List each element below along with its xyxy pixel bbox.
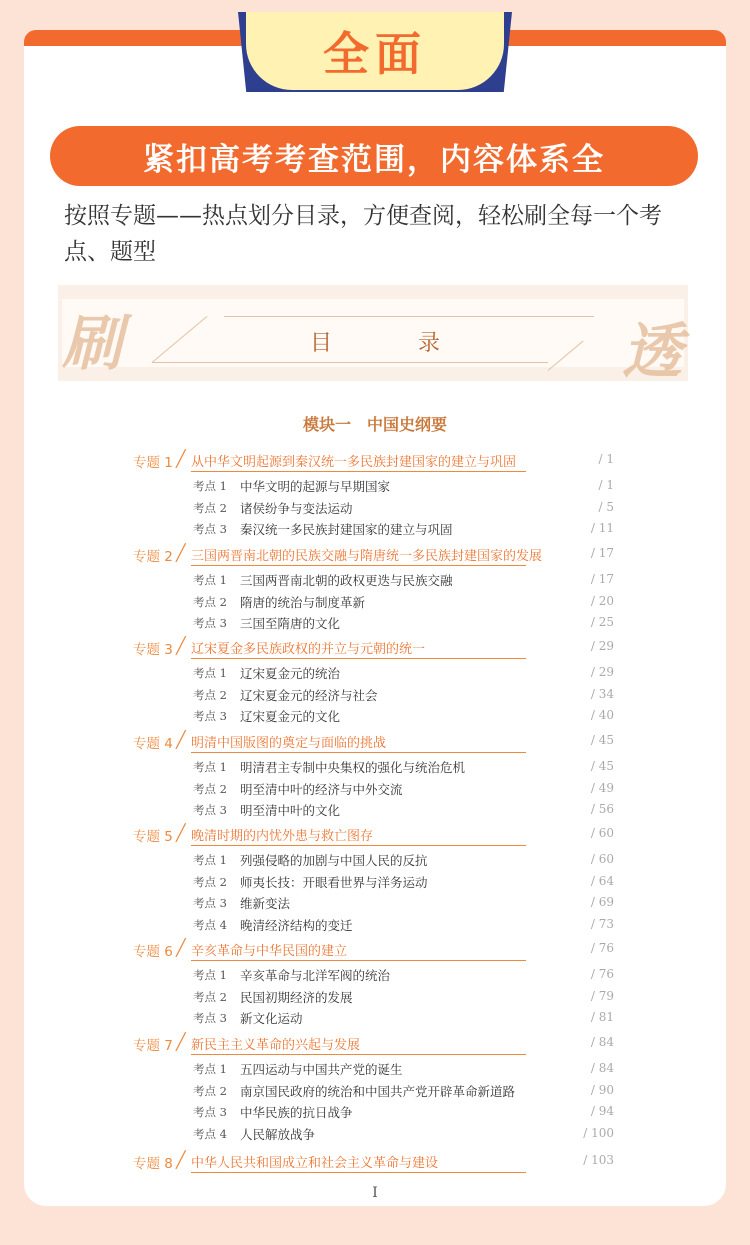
toc-topic-row[interactable] — [0, 940, 750, 962]
toc-point-row[interactable] — [0, 1125, 750, 1147]
point-title: 明至清中叶的经济与中外交流 — [240, 781, 403, 797]
point-label: 考点 3 — [193, 522, 227, 537]
point-label: 考点 3 — [193, 1105, 227, 1120]
point-page: / 56 — [590, 802, 614, 817]
point-label: 考点 1 — [193, 479, 227, 493]
topic-page: / 84 — [590, 1035, 614, 1049]
point-page: / 79 — [590, 988, 614, 1003]
topic-slash-icon: ╱ — [176, 636, 186, 655]
topic-underline — [191, 1054, 526, 1055]
topic-underline — [191, 1172, 526, 1173]
badge — [246, 12, 504, 90]
toc-topic-row[interactable] — [0, 1034, 750, 1056]
point-title: 南京国民政府的统治和中国共产党开辟革命新道路 — [240, 1083, 516, 1099]
toc-point-row[interactable] — [0, 499, 750, 521]
point-page: / 90 — [590, 1082, 614, 1097]
topic-slash-icon: ╱ — [176, 1150, 186, 1169]
topic-label: 专题 7 — [133, 1038, 173, 1054]
point-label: 考点 2 — [193, 874, 227, 889]
toc-point-row[interactable] — [0, 1103, 750, 1125]
point-title: 三国两晋南北朝的政权更迭与民族交融 — [240, 573, 453, 588]
topic-slash-icon: ╱ — [176, 938, 186, 957]
point-page: / 17 — [590, 572, 614, 586]
point-title: 中华民族的抗日战争 — [240, 1105, 353, 1121]
toc-point-row[interactable] — [0, 614, 750, 636]
point-page: / 69 — [590, 895, 614, 910]
topic-slash-icon: ╱ — [176, 543, 186, 562]
point-page: / 29 — [590, 665, 614, 679]
topic-label: 专题 3 — [133, 642, 173, 658]
toc-point-row[interactable] — [0, 873, 750, 895]
point-page: / 49 — [590, 780, 614, 795]
point-title: 辛亥革命与北洋军阀的统治 — [240, 968, 391, 983]
point-label: 考点 1 — [193, 573, 227, 587]
point-title: 辽宋夏金元的文化 — [240, 709, 341, 725]
topic-title: 晚清时期的内忧外患与救亡图存 — [191, 829, 374, 844]
point-label: 考点 3 — [193, 1011, 227, 1026]
topic-page: / 103 — [583, 1153, 614, 1167]
point-title: 隋唐的统治与制度革新 — [240, 594, 366, 610]
toc-topic-row[interactable] — [0, 825, 750, 847]
point-title: 师夷长技：开眼看世界与洋务运动 — [240, 874, 428, 890]
topic-title: 三国两晋南北朝的民族交融与隋唐统一多民族封建国家的发展 — [191, 549, 543, 564]
topic-page: / 45 — [590, 733, 614, 747]
point-page: / 40 — [590, 708, 614, 723]
toc-point-row[interactable] — [0, 1009, 750, 1031]
point-label: 考点 4 — [193, 918, 227, 933]
topic-title: 从中华文明起源到秦汉统一多民族封建国家的建立与巩固 — [191, 455, 517, 470]
point-title: 新文化运动 — [240, 1011, 303, 1027]
point-page: / 84 — [590, 1061, 614, 1075]
deco-line-top — [224, 316, 594, 317]
point-title: 民国初期经济的发展 — [240, 989, 353, 1005]
toc-point-row[interactable] — [0, 477, 750, 499]
point-title: 明清君主专制中央集权的强化与统治危机 — [240, 760, 466, 775]
toc-topic-row[interactable] — [0, 451, 750, 473]
toc-topic-row[interactable] — [0, 1152, 750, 1174]
topic-title: 新民主主义革命的兴起与发展 — [191, 1038, 361, 1053]
topic-label: 专题 5 — [133, 829, 173, 845]
point-page: / 100 — [583, 1126, 614, 1141]
point-label: 考点 1 — [193, 760, 227, 774]
topic-title: 明清中国版图的奠定与面临的挑战 — [191, 736, 387, 751]
point-page: / 1 — [598, 478, 614, 492]
toc-point-row[interactable] — [0, 593, 750, 615]
topic-page: / 1 — [598, 452, 614, 466]
toc-point-row[interactable] — [0, 801, 750, 823]
point-title: 诸侯纷争与变法运动 — [240, 500, 353, 516]
topic-slash-icon: ╱ — [176, 823, 186, 842]
point-label: 考点 1 — [193, 1062, 227, 1076]
topic-slash-icon: ╱ — [176, 1032, 186, 1051]
topic-page: / 60 — [590, 826, 614, 840]
point-page: / 73 — [590, 917, 614, 932]
toc-point-row[interactable] — [0, 664, 750, 686]
toc-point-row[interactable] — [0, 916, 750, 938]
point-label: 考点 1 — [193, 853, 227, 867]
topic-title: 中华人民共和国成立和社会主义革命与建设 — [191, 1156, 439, 1171]
toc-point-row[interactable] — [0, 686, 750, 708]
topic-title: 辛亥革命与中华民国的建立 — [191, 944, 348, 959]
point-page: / 11 — [590, 521, 614, 536]
point-label: 考点 3 — [193, 803, 227, 818]
point-label: 考点 1 — [193, 968, 227, 982]
point-page: / 76 — [590, 967, 614, 981]
topic-slash-icon: ╱ — [176, 449, 186, 468]
toc-point-row[interactable] — [0, 1060, 750, 1082]
point-label: 考点 2 — [193, 687, 227, 702]
point-title: 明至清中叶的文化 — [240, 803, 341, 819]
topic-label: 专题 6 — [133, 944, 173, 960]
point-page: / 60 — [590, 852, 614, 866]
toc-point-row[interactable] — [0, 894, 750, 916]
headline-banner — [50, 126, 698, 186]
point-page: / 5 — [598, 499, 614, 514]
point-label: 考点 4 — [193, 1127, 227, 1142]
toc-point-row[interactable] — [0, 1082, 750, 1104]
toc-point-row[interactable] — [0, 520, 750, 542]
point-title: 辽宋夏金元的统治 — [240, 666, 341, 681]
topic-underline — [191, 960, 526, 961]
point-page: / 34 — [590, 686, 614, 701]
toc-point-row[interactable] — [0, 851, 750, 873]
point-title: 辽宋夏金元的经济与社会 — [240, 687, 378, 703]
point-page: / 81 — [590, 1010, 614, 1025]
topic-label: 专题 2 — [133, 549, 173, 565]
banner-text: 紧扣高考考查范围，内容体系全 — [143, 141, 605, 178]
topic-title: 辽宋夏金多民族政权的并立与元朝的统一 — [191, 642, 426, 657]
point-title: 三国至隋唐的文化 — [240, 616, 341, 632]
point-label: 考点 2 — [193, 1083, 227, 1098]
topic-underline — [191, 658, 526, 659]
topic-slash-icon: ╱ — [176, 730, 186, 749]
point-page: / 45 — [590, 759, 614, 773]
deco-line-bottom — [152, 362, 548, 363]
point-label: 考点 2 — [193, 594, 227, 609]
point-page: / 94 — [590, 1104, 614, 1119]
topic-underline — [191, 845, 526, 846]
point-page: / 64 — [590, 873, 614, 888]
topic-underline — [191, 565, 526, 566]
point-title: 五四运动与中国共产党的诞生 — [240, 1062, 403, 1077]
toc-title: 目 录 — [309, 331, 472, 356]
topic-label: 专题 1 — [133, 455, 173, 471]
point-title: 晚清经济结构的变迁 — [240, 918, 353, 934]
brush-deco-right: 透 — [622, 317, 682, 387]
point-page: / 20 — [590, 593, 614, 608]
point-title: 人民解放战争 — [240, 1127, 316, 1143]
topic-underline — [191, 471, 526, 472]
point-label: 考点 2 — [193, 989, 227, 1004]
topic-label: 专题 4 — [133, 736, 173, 752]
topic-page: / 17 — [590, 546, 614, 560]
point-title: 维新变法 — [240, 896, 291, 912]
brush-deco-left: 刷 — [62, 309, 122, 379]
description-text: 按照专题——热点划分目录，方便查阅，轻松刷全每一个考点、题型 — [64, 203, 662, 265]
toc-point-row[interactable] — [0, 780, 750, 802]
toc-point-row[interactable] — [0, 571, 750, 593]
point-label: 考点 3 — [193, 616, 227, 631]
badge-label: 全面 — [323, 27, 427, 81]
point-label: 考点 1 — [193, 666, 227, 680]
point-label: 考点 3 — [193, 709, 227, 724]
toc-topic-row[interactable] — [0, 732, 750, 754]
topic-underline — [191, 752, 526, 753]
module-title: 模块一 中国史纲要 — [302, 415, 447, 434]
page-number: I — [372, 1185, 378, 1201]
point-label: 考点 2 — [193, 500, 227, 515]
toc-point-row[interactable] — [0, 707, 750, 729]
toc-point-row[interactable] — [0, 966, 750, 988]
point-label: 考点 3 — [193, 896, 227, 911]
toc-topic-row[interactable] — [0, 545, 750, 567]
topic-page: / 29 — [590, 639, 614, 653]
point-title: 中华文明的起源与早期国家 — [240, 479, 391, 494]
point-label: 考点 2 — [193, 781, 227, 796]
toc-topic-row[interactable] — [0, 638, 750, 660]
point-title: 列强侵略的加剧与中国人民的反抗 — [240, 853, 428, 868]
toc-point-row[interactable] — [0, 758, 750, 780]
point-page: / 25 — [590, 615, 614, 630]
toc-point-row[interactable] — [0, 988, 750, 1010]
topic-page: / 76 — [590, 941, 614, 955]
topic-label: 专题 8 — [133, 1156, 173, 1172]
point-title: 秦汉统一多民族封建国家的建立与巩固 — [240, 522, 453, 538]
